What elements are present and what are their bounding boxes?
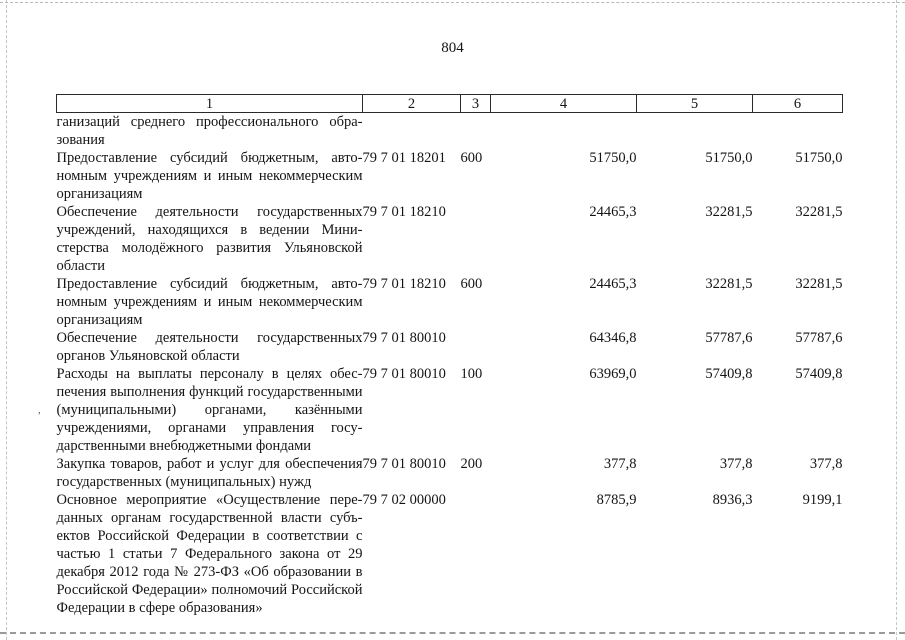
row-kvr: 100 bbox=[460, 366, 483, 382]
row-code: 79 7 01 18210 bbox=[362, 204, 446, 220]
row-value-5: 8936,3 bbox=[712, 492, 753, 508]
row-value-6: 32281,5 bbox=[795, 276, 843, 292]
table-header bbox=[57, 95, 843, 113]
header-col-1: 1 bbox=[57, 95, 363, 113]
header-col-4: 4 bbox=[491, 95, 637, 113]
row-name: Предоставление субсидий бюджетным, автономным учреждениям и иным некоммерческим организациям bbox=[56, 150, 363, 202]
row-name: Обеспечение деятельности государственных органов Ульяновской области bbox=[56, 330, 363, 364]
row-value-5 bbox=[637, 113, 753, 150]
row-value-4: 24465,3 bbox=[589, 276, 637, 292]
row-value-6: 377,8 bbox=[809, 456, 843, 472]
row-value-4: 64346,8 bbox=[589, 330, 637, 346]
row-value-4: 51750,0 bbox=[589, 150, 637, 166]
row-value-4: 8785,9 bbox=[596, 492, 637, 508]
table-row bbox=[57, 203, 843, 275]
row-value-5: 51750,0 bbox=[705, 150, 753, 166]
row-value-6: 57787,6 bbox=[795, 330, 843, 346]
row-code: 79 7 01 80010 bbox=[362, 330, 446, 346]
row-kvr bbox=[461, 203, 491, 275]
row-name: Основное мероприятие «Осуществление переданных органам государственной власти субъектов Российской Федерации в соответствии с частью 1 статьи 7 Федерального закона от 29 декабря 2012 года № 273-ФЗ «Об образовании в Российской Федерации» полномочий Российской Федерации в сфере образования» bbox=[56, 492, 363, 616]
page-number: 804 bbox=[441, 40, 464, 56]
row-code: 79 7 02 00000 bbox=[362, 492, 446, 508]
table-row bbox=[57, 365, 843, 455]
row-value-4: 24465,3 bbox=[589, 204, 637, 220]
row-value-5: 32281,5 bbox=[705, 276, 753, 292]
row-kvr: 200 bbox=[460, 456, 483, 472]
row-name: Предоставление субсидий бюджетным, автономным учреждениям и иным некоммерческим организациям bbox=[56, 276, 363, 328]
row-value-6: 57409,8 bbox=[795, 366, 843, 382]
row-code: 79 7 01 80010 bbox=[362, 366, 446, 382]
table-row bbox=[57, 329, 843, 365]
budget-table bbox=[56, 94, 843, 617]
row-code: 79 7 01 18201 bbox=[362, 150, 446, 166]
row-kvr bbox=[461, 491, 491, 617]
header-col-2: 2 bbox=[363, 95, 461, 113]
row-name: ганизаций среднего профессионального образования bbox=[56, 114, 363, 148]
scan-edge-bottom bbox=[0, 632, 905, 634]
header-col-3: 3 bbox=[461, 95, 491, 113]
row-name: Расходы на выплаты персоналу в целях обеспечения выполнения функций государственными (муниципальными) органами, казёнными учреждениями, органами управления государственными внебюджетными фондами bbox=[56, 366, 363, 454]
row-value-5: 32281,5 bbox=[705, 204, 753, 220]
header-col-6: 6 bbox=[753, 95, 843, 113]
table-row bbox=[57, 491, 843, 617]
row-value-6: 9199,1 bbox=[802, 492, 843, 508]
row-value-6: 51750,0 bbox=[795, 150, 843, 166]
table-body bbox=[57, 113, 843, 618]
row-value-5: 57787,6 bbox=[705, 330, 753, 346]
header-row bbox=[57, 95, 843, 113]
margin-mark: , bbox=[38, 404, 41, 416]
table-row bbox=[57, 455, 843, 491]
header-col-5: 5 bbox=[637, 95, 753, 113]
row-value-4: 63969,0 bbox=[589, 366, 637, 382]
scan-edge-left bbox=[6, 0, 7, 640]
table-row bbox=[57, 275, 843, 329]
row-value-4: 377,8 bbox=[603, 456, 637, 472]
row-code: 79 7 01 18210 bbox=[362, 276, 446, 292]
row-kvr: 600 bbox=[460, 150, 483, 166]
row-kvr: 600 bbox=[460, 276, 483, 292]
row-code bbox=[363, 113, 461, 150]
row-value-5: 377,8 bbox=[719, 456, 753, 472]
row-value-4 bbox=[491, 113, 637, 150]
row-kvr bbox=[461, 329, 491, 365]
row-value-6 bbox=[753, 113, 843, 150]
row-code: 79 7 01 80010 bbox=[362, 456, 446, 472]
row-name: Обеспечение деятельности государственных учреждений, находящихся в ведении Министерства молодёжного развития Ульяновской области bbox=[56, 204, 363, 274]
scan-edge-top bbox=[0, 2, 905, 3]
row-value-5: 57409,8 bbox=[705, 366, 753, 382]
table-row bbox=[57, 113, 843, 150]
row-kvr bbox=[461, 113, 491, 150]
row-name: Закупка товаров, работ и услуг для обеспечения государственных (муниципальных) нужд bbox=[56, 456, 363, 490]
table-row bbox=[57, 149, 843, 203]
row-value-6: 32281,5 bbox=[795, 204, 843, 220]
scan-edge-right bbox=[896, 0, 897, 640]
